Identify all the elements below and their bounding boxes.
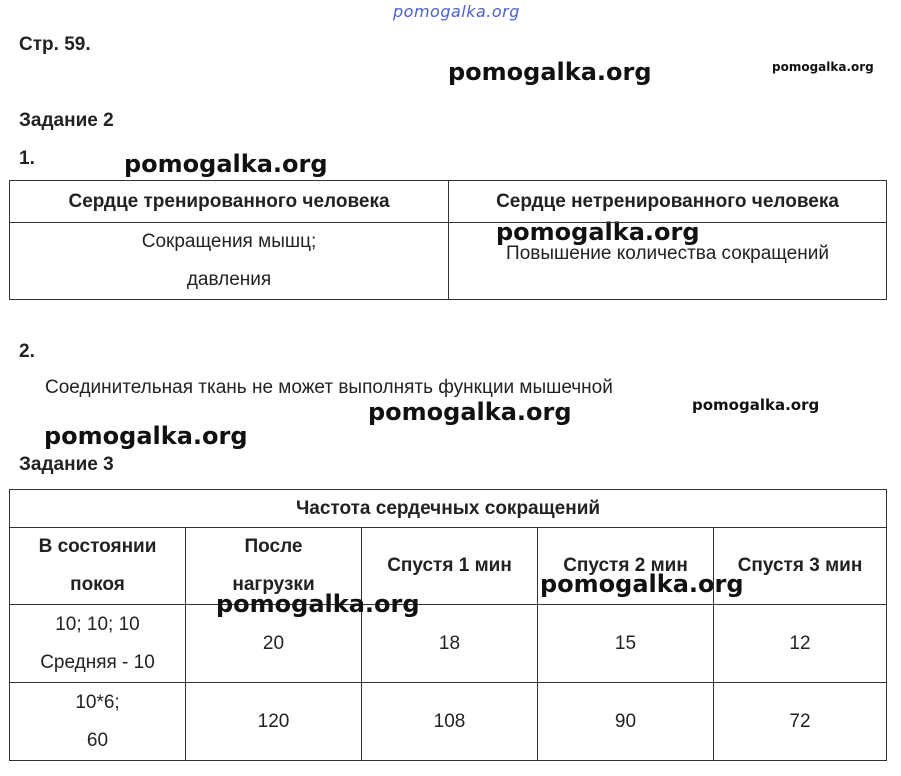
col1-cell — [10, 223, 449, 300]
cell-after-3min: 72 — [714, 683, 887, 761]
watermark: pomogalka.org — [540, 570, 744, 598]
watermark: pomogalka.org — [44, 422, 248, 450]
cell-line: 10; 10; 10 — [55, 613, 140, 635]
cell-after-3min: 12 — [714, 605, 887, 683]
watermark: pomogalka.org — [216, 590, 420, 618]
col2-cell — [449, 223, 887, 300]
cell-after-2min: 15 — [538, 605, 714, 683]
watermark-top: pomogalka.org — [393, 2, 520, 21]
task2-item1-label: 1. — [19, 148, 35, 169]
header-rest — [10, 528, 186, 605]
task2-item2-label: 2. — [19, 341, 35, 362]
header-line: В состоянии — [38, 536, 157, 557]
table-title: Частота сердечных сокращений — [10, 490, 887, 528]
header-after-1min: Спустя 1 мин — [362, 528, 538, 605]
cell-after-1min: 18 — [362, 605, 538, 683]
page-label: Стр. 59. — [19, 34, 91, 55]
header-after-3min: Спустя 3 мин — [714, 528, 887, 605]
cell-after-load: 120 — [186, 683, 362, 761]
watermark: pomogalka.org — [496, 218, 700, 246]
watermark: pomogalka.org — [124, 150, 328, 178]
table-row — [10, 605, 887, 683]
watermark: pomogalka.org — [368, 398, 572, 426]
col2-header: Сердце нетренированного человека — [449, 181, 887, 223]
cell-line: Средняя - 10 — [40, 651, 155, 673]
heart-comparison-table — [9, 180, 887, 300]
col1-line: давления — [186, 269, 272, 290]
cell-line: 10*6; — [75, 691, 120, 713]
watermark-small: pomogalka.org — [772, 60, 874, 74]
header-line: После — [244, 536, 303, 557]
table-row — [10, 683, 887, 761]
cell-line: 60 — [86, 729, 109, 751]
task3-heading: Задание 3 — [19, 454, 114, 475]
heart-rate-table — [9, 489, 887, 761]
cell-after-load: 20 — [186, 605, 362, 683]
task2-heading: Задание 2 — [19, 110, 114, 131]
watermark-small: pomogalka.org — [692, 396, 820, 414]
cell-rest — [10, 605, 186, 683]
cell-after-1min: 108 — [362, 683, 538, 761]
cell-after-2min: 90 — [538, 683, 714, 761]
col1-header: Сердце тренированного человека — [10, 181, 449, 223]
header-line: нагрузки — [232, 574, 315, 595]
header-line: покоя — [70, 574, 125, 595]
header-after-2min: Спустя 2 мин — [538, 528, 714, 605]
cell-rest — [10, 683, 186, 761]
watermark: pomogalka.org — [448, 58, 652, 86]
col1-line: Сокращения мышц; — [141, 231, 317, 252]
col2-text: Повышение количества сокращений — [506, 243, 829, 264]
task2-item2-text: Соединительная ткань не может выполнять функции мышечной — [45, 377, 613, 398]
